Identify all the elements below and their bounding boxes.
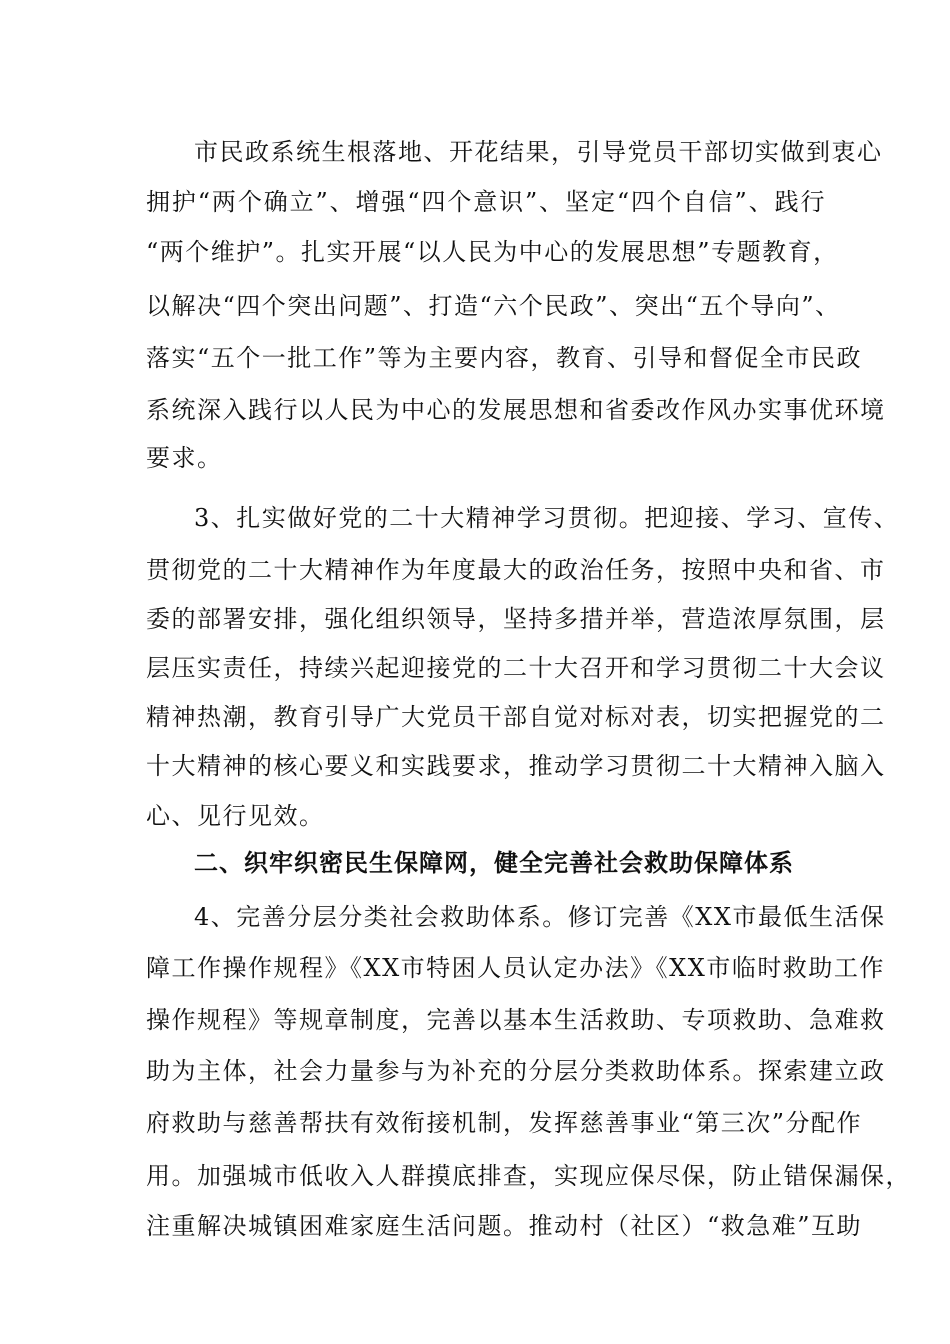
- paragraph-line: 以解决“四个突出问题”、打造“六个民政”、突出“五个导向”、: [146, 292, 841, 320]
- paragraph-line: 助为主体，社会力量参与为补充的分层分类救助体系。探索建立政: [146, 1057, 886, 1085]
- paragraph-line: 3、扎实做好党的二十大精神学习贯彻。把迎接、学习、宣传、: [194, 504, 900, 532]
- paragraph-line: 十大精神的核心要义和实践要求，推动学习贯彻二十大精神入脑入: [146, 752, 886, 780]
- paragraph-line: 障工作操作规程》《XX市特困人员认定办法》《XX市临时救助工作: [146, 954, 885, 982]
- paragraph-line: 贯彻党的二十大精神作为年度最大的政治任务，按照中央和省、市: [146, 556, 886, 584]
- paragraph-line: 委的部署安排，强化组织领导，坚持多措并举，营造浓厚氛围，层: [146, 605, 886, 633]
- section-heading: 二、织牢织密民生保障网，健全完善社会救助保障体系: [194, 849, 794, 877]
- paragraph-line: 精神热潮，教育引导广大党员干部自觉对标对表，切实把握党的二: [146, 703, 886, 731]
- paragraph-line: “两个维护”。扎实开展“以人民为中心的发展思想”专题教育，: [146, 238, 839, 266]
- paragraph-line: 层压实责任，持续兴起迎接党的二十大召开和学习贯彻二十大会议: [146, 654, 886, 682]
- paragraph-line: 用。加强城市低收入人群摸底排查，实现应保尽保，防止错保漏保，: [146, 1162, 911, 1190]
- paragraph-line: 拥护“两个确立”、增强“四个意识”、坚定“四个自信”、践行: [146, 188, 826, 216]
- paragraph-line: 4、完善分层分类社会救助体系。修订完善《XX市最低生活保: [194, 903, 886, 931]
- paragraph-line: 注重解决城镇困难家庭生活问题。推动村（社区）“救急难”互助: [146, 1212, 863, 1240]
- paragraph-line: 要求。: [146, 444, 223, 472]
- paragraph-line: 市民政系统生根落地、开花结果，引导党员干部切实做到衷心: [194, 138, 883, 166]
- paragraph-line: 落实“五个一批工作”等为主要内容，教育、引导和督促全市民政: [146, 344, 863, 372]
- paragraph-line: 府救助与慈善帮扶有效衔接机制，发挥慈善事业“第三次”分配作: [146, 1109, 863, 1137]
- paragraph-line: 操作规程》等规章制度，完善以基本生活救助、专项救助、急难救: [146, 1006, 886, 1034]
- paragraph-line: 心、见行见效。: [146, 802, 325, 830]
- paragraph-line: 系统深入践行以人民为中心的发展思想和省委改作风办实事优环境: [146, 396, 886, 424]
